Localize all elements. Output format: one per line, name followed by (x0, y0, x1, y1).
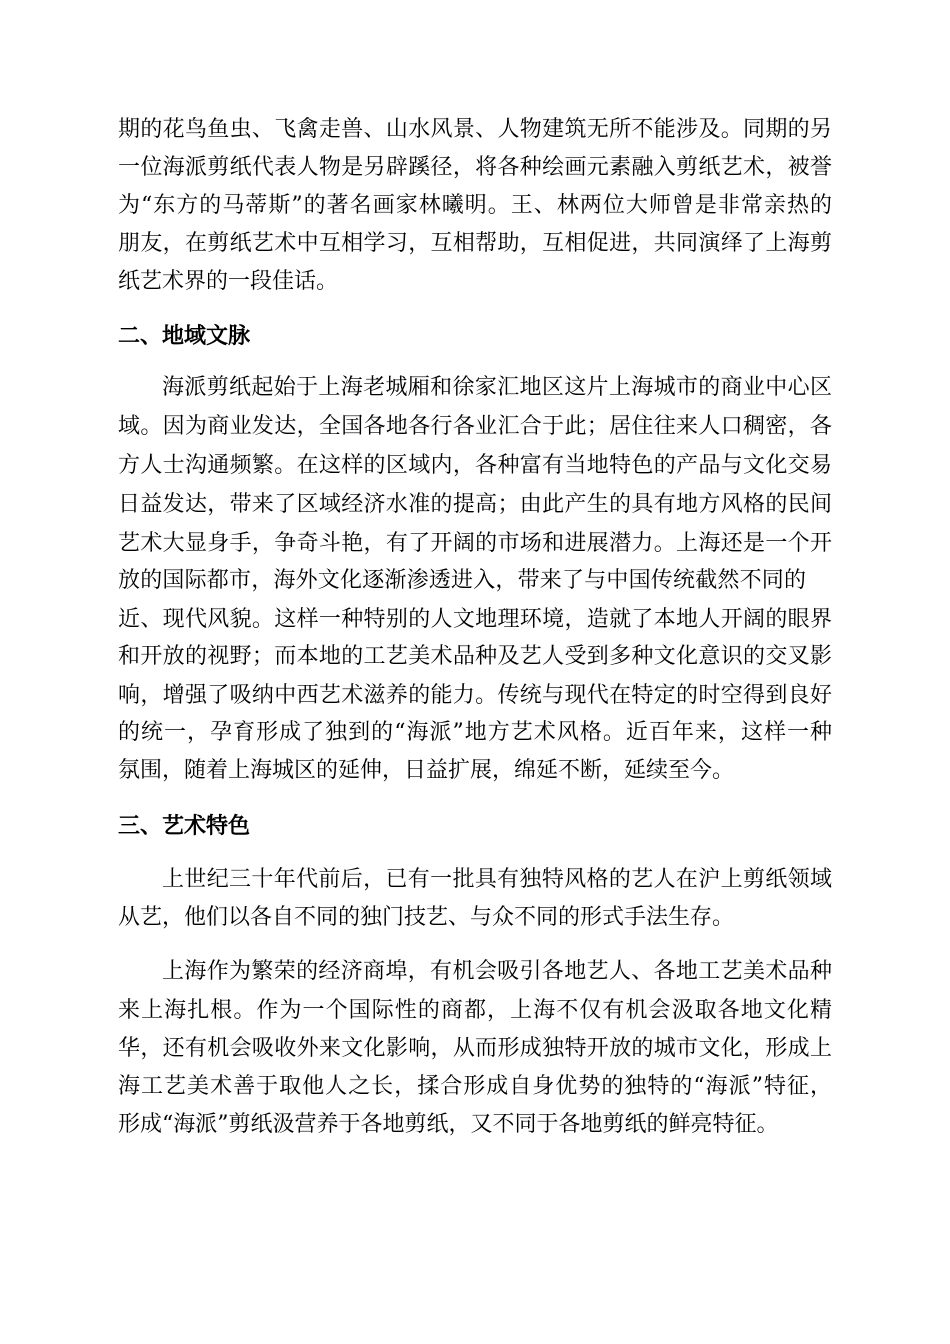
section-3-para-a-line-2: 从艺，他们以各自不同的独门技艺、与众不同的形式手法生存。 (118, 905, 735, 930)
section-2-line-10: 的统一，孕育形成了独到的“海派”地方艺术风格。近百年来，这样一种 (118, 720, 832, 745)
section-3-para-b-line-3: 华，还有机会吸收外来文化影响，从而形成独特开放的城市文化，形成上 (118, 1036, 832, 1061)
section-3-para-b-line-4: 海工艺美术善于取他人之长，揉合形成自身优势的独特的“海派”特征， (118, 1074, 832, 1099)
section-3-heading: 三、艺术特色 (118, 813, 251, 839)
section-3-para-b-line-5: 形成“海派”剪纸汲营养于各地剪纸，又不同于各地剪纸的鲜亮特征。 (118, 1112, 779, 1137)
section-2-line-8: 和开放的视野；而本地的工艺美术品种及艺人受到多种文化意识的交叉影 (118, 644, 832, 669)
paragraph-1-line-3: 为“东方的马蒂斯”的著名画家林曦明。王、林两位大师曾是非常亲热的 (118, 193, 832, 218)
section-2-line-6: 放的国际都市，海外文化逐渐渗透进入，带来了与中国传统截然不同的 (118, 568, 807, 593)
section-2-line-7: 近、现代风貌。这样一种特别的人文地理环境，造就了本地人开阔的眼界 (118, 607, 832, 632)
section-2-line-4: 日益发达，带来了区域经济水准的提高；由此产生的具有地方风格的民间 (118, 492, 832, 517)
section-2-line-5: 艺术大显身手，争奇斗艳，有了开阔的市场和进展潜力。上海还是一个开 (118, 531, 832, 556)
section-2-line-2: 域。因为商业发达，全国各地各行各业汇合于此；居住往来人口稠密，各 (118, 414, 832, 439)
section-2-heading: 二、地域文脉 (118, 323, 251, 349)
paragraph-1-line-5: 纸艺术界的一段佳话。 (118, 269, 339, 294)
section-2-line-11: 氛围，随着上海城区的延伸，日益扩展，绵延不断，延续至今。 (118, 758, 735, 783)
section-2-line-9: 响，增强了吸纳中西艺术滋养的能力。传统与现代在特定的时空得到良好 (118, 683, 832, 708)
paragraph-1-line-4: 朋友，在剪纸艺术中互相学习，互相帮助，互相促进，共同演绎了上海剪 (118, 231, 832, 256)
section-3-para-a-line-1: 上世纪三十年代前后，已有一批具有独特风格的艺人在沪上剪纸领域 (162, 867, 832, 892)
section-3-para-b-line-1: 上海作为繁荣的经济商埠，有机会吸引各地艺人、各地工艺美术品种 (162, 959, 832, 984)
paragraph-1-line-2: 一位海派剪纸代表人物是另辟蹊径，将各种绘画元素融入剪纸艺术，被誉 (118, 155, 832, 180)
section-2-line-3: 方人士沟通频繁。在这样的区域内，各种富有当地特色的产品与文化交易 (118, 453, 832, 478)
paragraph-1-line-1: 期的花鸟鱼虫、飞禽走兽、山水风景、人物建筑无所不能涉及。同期的另 (118, 117, 832, 142)
section-3-para-b-line-2: 来上海扎根。作为一个国际性的商都，上海不仅有机会汲取各地文化精 (118, 998, 832, 1023)
section-2-line-1: 海派剪纸起始于上海老城厢和徐家汇地区这片上海城市的商业中心区 (162, 375, 832, 400)
